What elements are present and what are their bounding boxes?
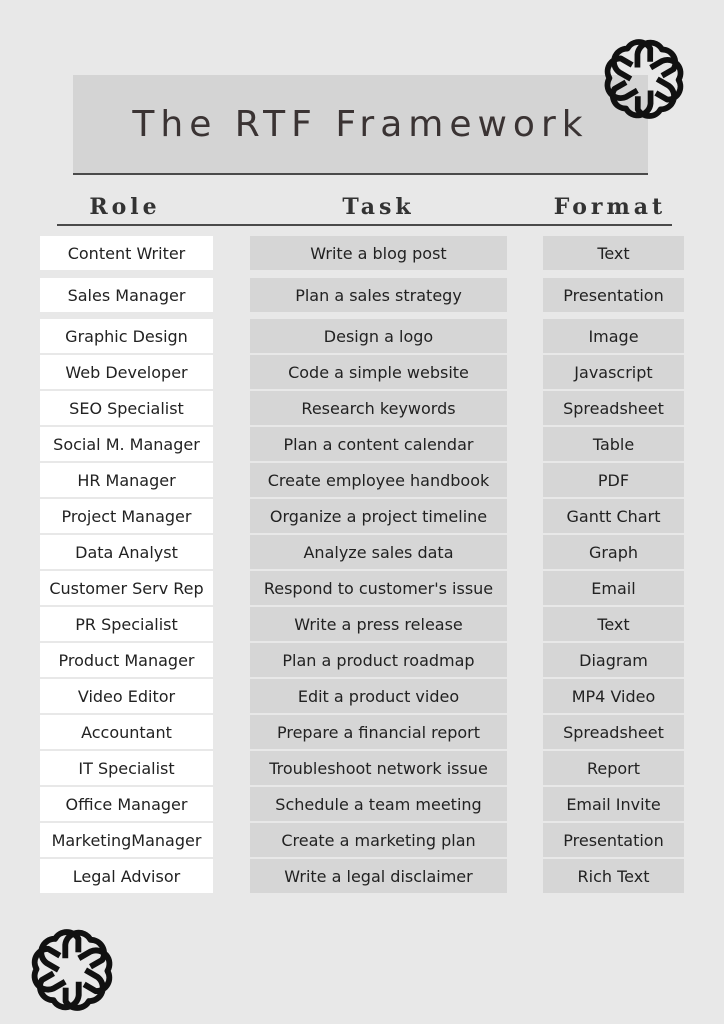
task-cell: Troubleshoot network issue [250,751,507,785]
openai-logo-icon [603,38,685,120]
format-cell: PDF [543,463,684,497]
role-cell: HR Manager [40,463,213,497]
format-cell: Spreadsheet [543,391,684,425]
role-cell: Video Editor [40,679,213,713]
format-cell: Email Invite [543,787,684,821]
format-cell: Presentation [543,278,684,312]
column-header-role: Role [89,194,161,220]
format-cell: Image [543,319,684,353]
format-cell: MP4 Video [543,679,684,713]
role-cell: Web Developer [40,355,213,389]
role-cell: Data Analyst [40,535,213,569]
task-cell: Schedule a team meeting [250,787,507,821]
table-row [0,823,724,859]
role-cell: MarketingManager [40,823,213,857]
format-cell: Rich Text [543,859,684,893]
task-cell: Plan a sales strategy [250,278,507,312]
table-row [0,679,724,715]
table-row [0,391,724,427]
role-cell: Sales Manager [40,278,213,312]
role-cell: Project Manager [40,499,213,533]
table-row [0,715,724,751]
format-cell: Javascript [543,355,684,389]
table-row [0,643,724,679]
role-cell: Accountant [40,715,213,749]
table-row [0,427,724,463]
header-divider [57,224,672,226]
role-cell: Office Manager [40,787,213,821]
role-cell: Customer Serv Rep [40,571,213,605]
role-cell: Content Writer [40,236,213,270]
table-row [0,571,724,607]
role-cell: Graphic Design [40,319,213,353]
task-cell: Write a legal disclaimer [250,859,507,893]
format-cell: Email [543,571,684,605]
format-cell: Graph [543,535,684,569]
table-row [0,278,724,314]
role-cell: Product Manager [40,643,213,677]
task-cell: Research keywords [250,391,507,425]
page-title: The RTF Framework [132,103,589,145]
role-cell: SEO Specialist [40,391,213,425]
format-cell: Report [543,751,684,785]
table-row [0,751,724,787]
format-cell: Text [543,236,684,270]
table-row [0,607,724,643]
task-cell: Organize a project timeline [250,499,507,533]
column-header-task: Task [342,194,415,220]
format-cell: Text [543,607,684,641]
table-row [0,236,724,272]
table-row [0,787,724,823]
format-cell: Diagram [543,643,684,677]
task-cell: Respond to customer's issue [250,571,507,605]
format-cell: Gantt Chart [543,499,684,533]
task-cell: Plan a content calendar [250,427,507,461]
format-cell: Presentation [543,823,684,857]
role-cell: PR Specialist [40,607,213,641]
format-cell: Table [543,427,684,461]
role-cell: Social M. Manager [40,427,213,461]
table-row [0,535,724,571]
title-box [73,75,648,175]
task-cell: Write a blog post [250,236,507,270]
table-row [0,499,724,535]
task-cell: Prepare a financial report [250,715,507,749]
column-header-format: Format [553,194,667,220]
table-row [0,463,724,499]
role-cell: IT Specialist [40,751,213,785]
task-cell: Write a press release [250,607,507,641]
task-cell: Code a simple website [250,355,507,389]
role-cell: Legal Advisor [40,859,213,893]
framework-table [0,236,724,895]
task-cell: Create a marketing plan [250,823,507,857]
table-row [0,859,724,895]
task-cell: Analyze sales data [250,535,507,569]
openai-logo-icon [30,928,114,1012]
task-cell: Design a logo [250,319,507,353]
table-row [0,319,724,355]
table-row [0,355,724,391]
task-cell: Plan a product roadmap [250,643,507,677]
task-cell: Edit a product video [250,679,507,713]
task-cell: Create employee handbook [250,463,507,497]
format-cell: Spreadsheet [543,715,684,749]
